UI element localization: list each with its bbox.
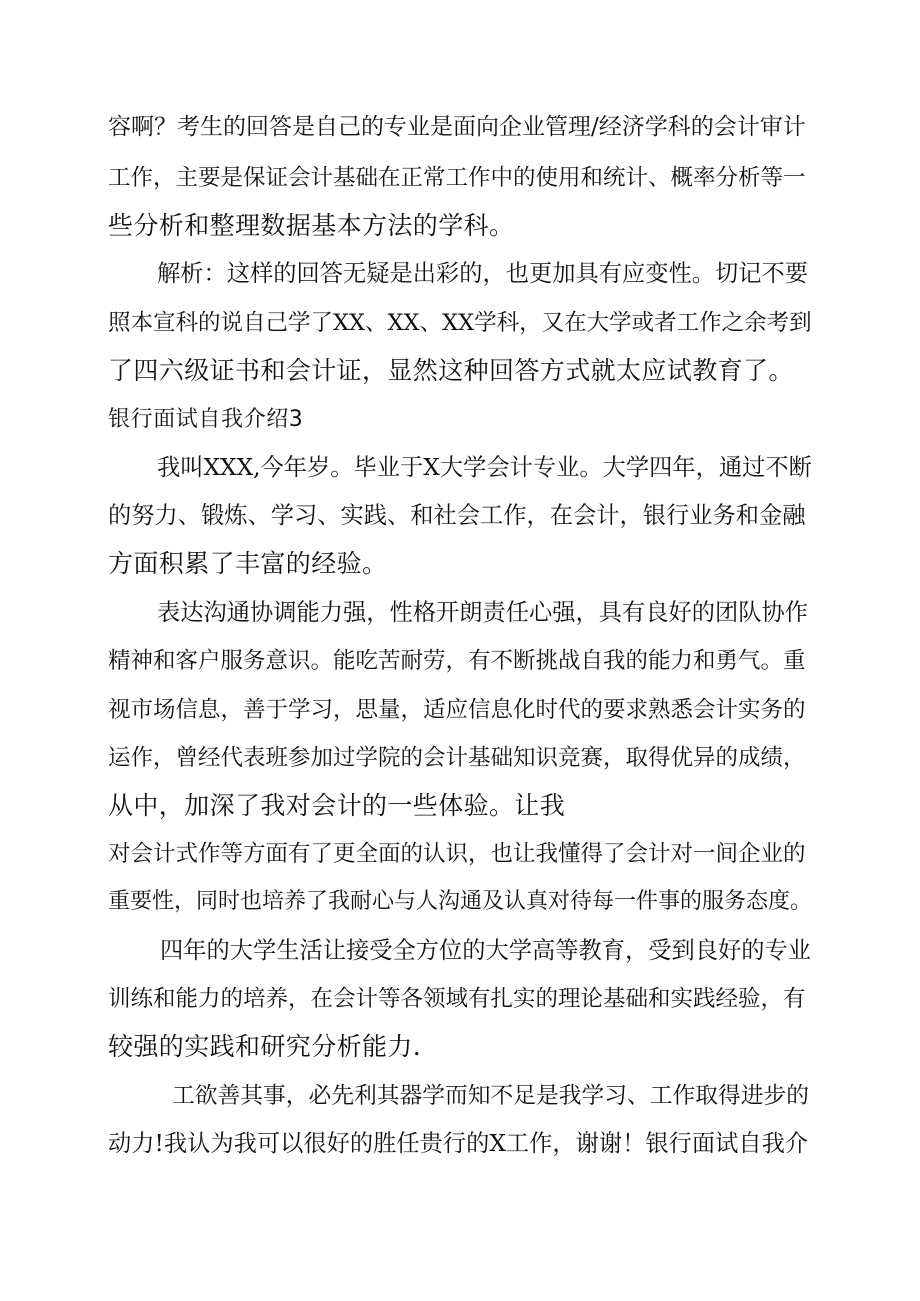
text-line: 工欲善其事，必先利其器学而知不足是我学习、工作取得进步的 [172,1083,809,1109]
text-line: 动力!我认为我可以很好的胜任贵行的X工作，谢谢！银行面试自我介 [108,1130,809,1157]
text-line: 重要性，同时也培养了我耐心与人沟通及认真对待每一件事的服务态度。 [108,889,813,914]
text-line: 解析：这样的回答无疑是出彩的，也更加具有应变性。切记不要 [157,260,809,287]
text-line: 方面积累了丰富的经验。 [108,549,388,578]
text-line: 容啊？考生的回答是自己的专业是面向企业管理/经济学科的会计审计 [108,114,806,140]
text-line: 运作，曾经代表班参加过学院的会计基础知识竞赛，取得优异的成绩， [108,745,806,771]
text-line: 从中，加深了我对会计的一些体验。让我 [108,791,566,820]
text-line: 些分析和整理数据基本方法的学科。 [108,211,515,240]
text-line: 照本宣科的说自己学了XX、XX、XX学科，又在大学或者工作之余考到 [108,310,812,336]
text-line: 训练和能力的培养，在会计等各领域有扎实的理论基础和实践经验，有 [108,986,806,1012]
text-line: 对会计式作等方面有了更全面的认识，也让我懂得了会计对一间企业的 [108,841,806,867]
text-line: 我叫XXX,今年岁。毕业于X大学会计专业。大学四年，通过不断 [157,454,812,481]
text-line: 较强的实践和研究分析能力. [108,1032,422,1061]
text-line: 精神和客户服务意识。能吃苦耐劳，有不断挑战自我的能力和勇气。重 [108,648,806,674]
text-line: 视市场信息，善于学习，思量，适应信息化时代的要求熟悉会计实务的 [108,697,806,723]
text-line: 表达沟通协调能力强，性格开朗责任心强，具有良好的团队协作 [157,599,809,626]
text-line: 的努力、锻炼、学习、实践、和社会工作，在会计，银行业务和金融 [108,502,806,529]
section-heading: 银行面试自我介绍3 [108,407,304,432]
text-line: 四年的大学生活让接受全方位的大学高等教育，受到良好的专业 [160,937,812,964]
text-line: 了四六级证书和会计证，显然这种回答方式就太应试教育了。 [108,356,794,385]
text-line: 工作，主要是保证会计基础在正常工作中的使用和统计、概率分析等一 [108,165,806,191]
